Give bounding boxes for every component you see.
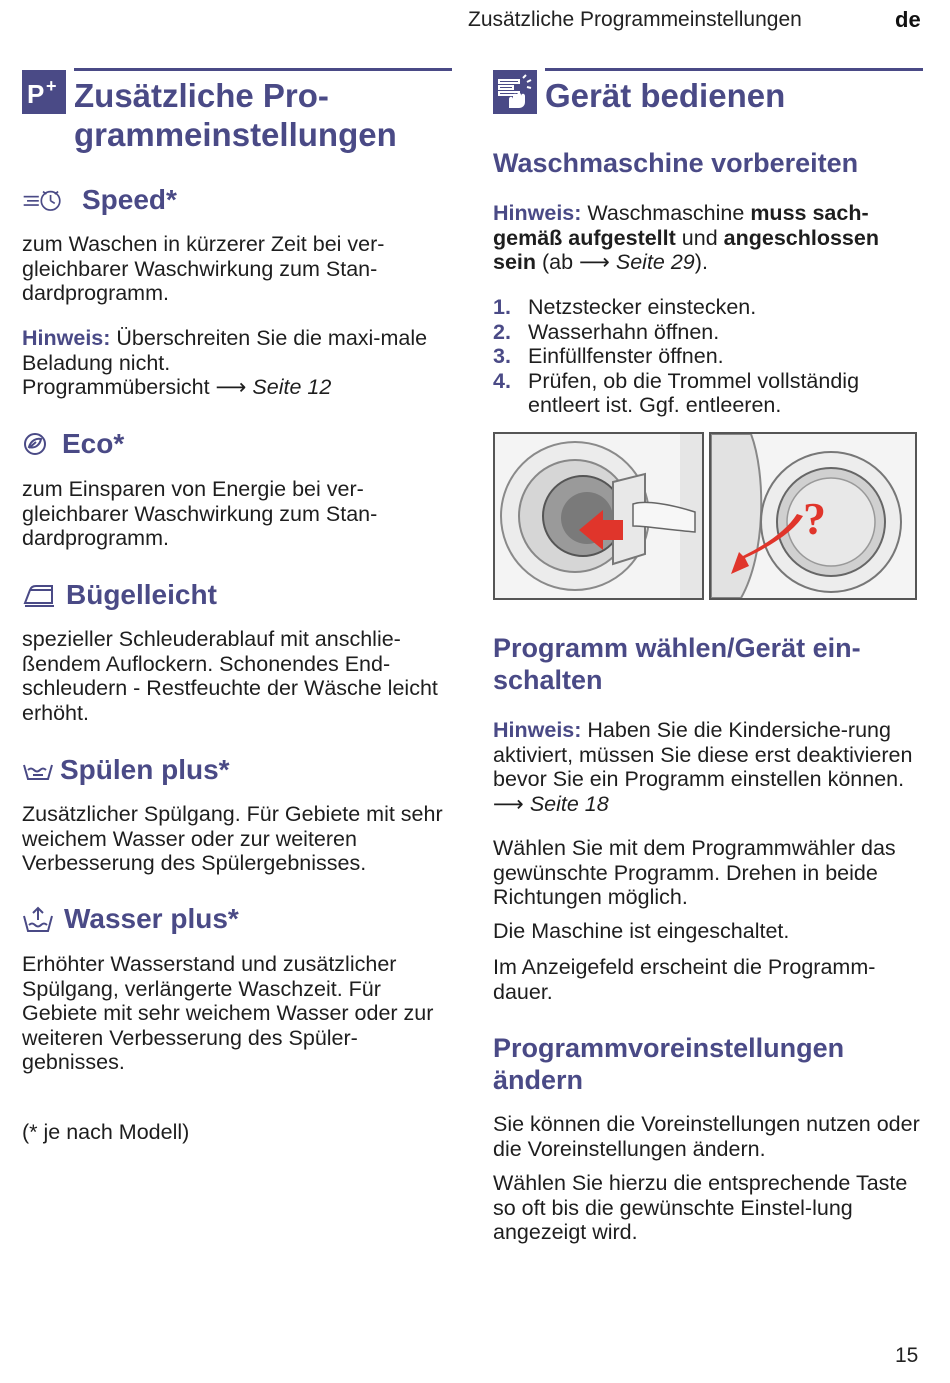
select-title-line2: schalten (493, 665, 603, 695)
rinse-tub-icon (22, 754, 60, 786)
water-plus-icon (22, 903, 64, 935)
list-item (493, 369, 923, 418)
select-paragraph-1: Wählen Sie mit dem Programmwähler das gewünschte Programm. Drehen in beide Richtungen möglich. (493, 836, 896, 909)
chapter-title-line2: grammeinstellungen (74, 116, 397, 153)
section-title-speed: Speed* (82, 184, 177, 215)
hint-label: Hinweis: (22, 326, 111, 350)
water-description: Erhöhter Wasserstand und zusätzlicher Spülgang, verlängerte Waschzeit. Für Gebiete mit sehr weichem Wasser oder zur weiteren Verbesserung des Spüler-gebnisses. (22, 952, 434, 1074)
page-ref-arrow-icon: ⟶ (215, 375, 247, 399)
prepare-hint-e: (ab (542, 250, 574, 274)
presets-paragraph-1: Sie können die Voreinstellungen nutzen oder die Voreinstellungen ändern. (493, 1112, 920, 1161)
section-title-select (493, 632, 861, 696)
prepare-hint-c: und (681, 225, 718, 250)
select-paragraph-3: Im Anzeigefeld erscheint die Programm-dauer. (493, 955, 876, 1004)
step-number: 4. (493, 368, 511, 393)
step-text: Einfüllfenster öffnen. (528, 344, 724, 368)
program-plus-icon (22, 70, 66, 114)
section-title-prepare: Waschmaschine vorbereiten (493, 148, 859, 178)
hand-operate-icon (493, 70, 537, 114)
svg-text:P: P (27, 79, 45, 109)
section-water-heading (22, 903, 239, 935)
footnote: (* je nach Modell) (22, 1120, 190, 1144)
list-item (493, 320, 923, 345)
speed-hint-line2: Programmübersicht (22, 375, 210, 399)
section-title-eco: Eco* (62, 428, 125, 459)
page-reference-link[interactable]: Seite 12 (252, 375, 332, 399)
select-hint (493, 718, 923, 816)
illustration-check-drum (709, 432, 917, 600)
speed-hint (22, 326, 452, 400)
page-number: 15 (895, 1344, 919, 1367)
svg-text:+: + (46, 76, 57, 96)
list-item (493, 295, 923, 320)
prepare-steps-list (493, 295, 923, 418)
page-reference-link[interactable]: Seite 18 (529, 791, 609, 816)
eco-description: zum Einsparen von Energie bei ver-gleichbarer Waschwirkung zum Stan-dardprogramm. (22, 477, 378, 550)
step-number: 3. (493, 344, 511, 368)
select-hint-text: Haben Sie die Kindersiche-rung aktiviert, müssen Sie diese erst deaktivieren bevor Sie ein Programm einstellen können. (493, 718, 913, 791)
page-ref-arrow-icon: ⟶ (573, 250, 616, 274)
presets-paragraph-2: Wählen Sie hierzu die entsprechende Taste so oft bis die gewünschte Einstel-lung angezeigt wird. (493, 1171, 908, 1244)
page-reference-link[interactable]: Seite 29 (615, 250, 695, 274)
section-title-presets (493, 1032, 844, 1096)
chapter-rule-left (74, 68, 452, 71)
section-eco-heading (22, 428, 124, 460)
prepare-hint-d: angeschlossen sein (493, 225, 879, 274)
step-text: Netzstecker einstecken. (528, 295, 757, 319)
section-rinse-heading (22, 754, 230, 786)
rinse-description: Zusätzlicher Spülgang. Für Gebiete mit sehr weichem Wasser oder zur weiteren Verbesserung des Spülergebnisses. (22, 802, 443, 875)
question-mark: ? (803, 493, 826, 544)
presets-title-line2: ändern (493, 1065, 584, 1095)
hint-label: Hinweis: (493, 201, 582, 225)
speed-description: zum Waschen in kürzerer Zeit bei ver-gleichbarer Waschwirkung zum Stan-dardprogramm. (22, 232, 385, 305)
speed-clock-icon (22, 184, 64, 216)
section-title-iron: Bügelleicht (66, 579, 217, 610)
eco-leaf-icon (22, 428, 62, 460)
illustration-open-door (493, 432, 704, 600)
select-paragraph-2: Die Maschine ist eingeschaltet. (493, 919, 790, 943)
section-iron-heading (22, 579, 217, 611)
presets-title-line1: Programmvoreinstellungen (493, 1033, 845, 1063)
step-text: Prüfen, ob die Trommel vollständig entleert ist. Ggf. entleeren. (528, 368, 860, 417)
list-item (493, 344, 923, 369)
hint-label: Hinweis: (493, 718, 582, 742)
chapter-title-additional-settings (74, 76, 397, 154)
speed-hint-text: Überschreiten Sie die maxi-male Beladung nicht. (22, 326, 428, 375)
step-text: Wasserhahn öffnen. (528, 319, 720, 344)
language-code: de (895, 7, 921, 32)
chapter-title-line1: Zusätzliche Pro- (74, 77, 329, 114)
select-title-line1: Programm wählen/Gerät ein- (493, 633, 861, 663)
prepare-hint-b: muss sach-gemäß aufgestellt (493, 201, 869, 250)
section-title-water: Wasser plus* (64, 903, 239, 934)
iron-icon (22, 579, 66, 611)
section-title-rinse: Spülen plus* (60, 754, 230, 785)
iron-description: spezieller Schleuderablauf mit anschlie-ßendem Auflockern. Schonendes End-schleudern - Restfeuchte der Wäsche leicht erhöht. (22, 627, 438, 725)
chapter-title-operate: Gerät bedienen (545, 77, 786, 114)
prepare-hint-a: Waschmaschine (587, 201, 745, 225)
running-header-title: Zusätzliche Programmeinstellungen (468, 8, 802, 31)
step-number: 2. (493, 319, 511, 344)
page-ref-arrow-icon: ⟶ (493, 791, 524, 816)
prepare-hint (493, 201, 923, 275)
chapter-rule-right (545, 68, 923, 71)
prepare-hint-f: ). (694, 250, 708, 274)
section-speed-heading (22, 184, 177, 216)
step-number: 1. (493, 295, 511, 319)
